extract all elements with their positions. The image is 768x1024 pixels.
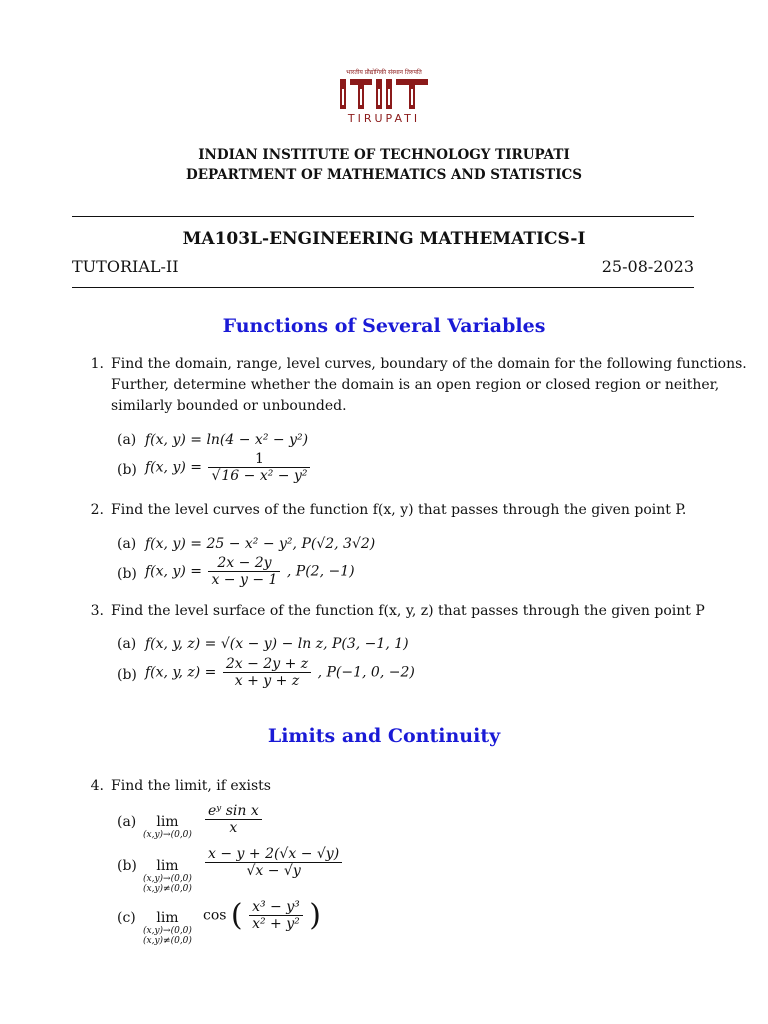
cos-word: cos bbox=[203, 907, 227, 924]
fraction-numerator: eʸ sin x bbox=[208, 803, 259, 819]
subpart-label: (b) bbox=[117, 462, 137, 478]
fraction-numerator: 2x − 2y bbox=[217, 555, 272, 571]
divider-top bbox=[72, 216, 694, 217]
subpart-label: (b) bbox=[117, 667, 137, 683]
lim-word: lim bbox=[156, 910, 179, 926]
logo-mark bbox=[336, 77, 432, 111]
fraction bbox=[208, 555, 280, 588]
fraction-denominator: x² + y² bbox=[249, 915, 303, 932]
fraction bbox=[249, 899, 303, 932]
question-number: 3. bbox=[90, 603, 104, 619]
subpart-label: (a) bbox=[117, 814, 137, 830]
logo-tirupati-word: TIRUPATI bbox=[347, 112, 421, 125]
fraction-numerator: x³ − y³ bbox=[252, 899, 300, 915]
math-expression: f(x, y) = 25 − x² − y², P(√2, 3√2) bbox=[145, 536, 376, 552]
limit-operator bbox=[143, 858, 192, 894]
subpart-label: (a) bbox=[117, 432, 137, 448]
subpart-label: (a) bbox=[117, 636, 137, 652]
math-tail: , P(−1, 0, −2) bbox=[317, 664, 415, 681]
iit-tirupati-logo bbox=[336, 68, 432, 126]
divider-bottom bbox=[72, 287, 694, 288]
math-lhs: f(x, y) = bbox=[145, 563, 202, 580]
department-name: DEPARTMENT OF MATHEMATICS AND STATISTICS bbox=[185, 167, 582, 183]
question-text: Find the level curves of the function f(x, y) that passes through the given point P. bbox=[111, 502, 687, 518]
subpart-label: (b) bbox=[117, 858, 137, 874]
fraction bbox=[205, 803, 262, 836]
fraction bbox=[205, 846, 342, 879]
sqrt-content: 16 − x² − y² bbox=[221, 468, 308, 484]
math-lhs: f(x, y, z) = bbox=[145, 664, 217, 681]
fraction-numerator: 1 bbox=[255, 451, 264, 467]
lim-subscript: (x,y)→(0,0) bbox=[143, 874, 192, 884]
fraction-denominator bbox=[208, 467, 310, 484]
fraction bbox=[223, 656, 311, 689]
left-paren-icon: ( bbox=[230, 898, 243, 933]
question-text: similarly bounded or unbounded. bbox=[111, 398, 347, 414]
math-lhs: f(x, y) = bbox=[145, 459, 202, 476]
lim-word: lim bbox=[156, 858, 179, 874]
math-expression: f(x, y) = ln(4 − x² − y²) bbox=[145, 432, 309, 448]
math-expression bbox=[145, 451, 312, 484]
right-paren-icon: ) bbox=[309, 898, 321, 933]
question-number: 1. bbox=[90, 356, 104, 372]
question-text: Find the level surface of the function f(x, y, z) that passes through the given point P bbox=[111, 603, 705, 619]
math-expression bbox=[145, 656, 415, 689]
fraction-numerator: 2x − 2y + z bbox=[225, 656, 309, 672]
math-tail: , P(2, −1) bbox=[286, 563, 355, 580]
lim-subscript: (x,y)≠(0,0) bbox=[143, 936, 192, 946]
math-expression: f(x, y, z) = √(x − y) − ln z, P(3, −1, 1) bbox=[145, 636, 409, 652]
question-number: 4. bbox=[90, 778, 104, 794]
question-text: Find the limit, if exists bbox=[111, 778, 271, 794]
fraction-denominator: √x − √y bbox=[205, 862, 342, 879]
fraction bbox=[208, 451, 310, 484]
question-text: Find the domain, range, level curves, boundary of the domain for the following functions. bbox=[111, 356, 747, 372]
subpart-label: (a) bbox=[117, 536, 137, 552]
lim-subscript: (x,y)→(0,0) bbox=[143, 830, 192, 840]
tutorial-label: TUTORIAL-II bbox=[72, 257, 179, 276]
cos-expression bbox=[203, 898, 321, 933]
lim-word: lim bbox=[156, 814, 179, 830]
fraction-denominator: x bbox=[205, 819, 262, 836]
lim-subscript: (x,y)→(0,0) bbox=[143, 926, 192, 936]
subpart-label: (b) bbox=[117, 566, 137, 582]
institute-name: INDIAN INSTITUTE OF TECHNOLOGY TIRUPATI bbox=[198, 147, 570, 163]
fraction-denominator: x − y − 1 bbox=[208, 571, 280, 588]
subpart-label: (c) bbox=[117, 910, 136, 926]
limit-operator bbox=[143, 814, 192, 840]
section-title-limits: Limits and Continuity bbox=[267, 725, 501, 747]
tutorial-date: 25-08-2023 bbox=[601, 257, 694, 276]
sqrt-icon: √ bbox=[211, 468, 221, 484]
fraction-denominator: x + y + z bbox=[223, 672, 311, 689]
fraction-numerator: x − y + 2(√x − √y) bbox=[208, 846, 340, 862]
question-text: Further, determine whether the domain is an open region or closed region or neither, bbox=[111, 377, 720, 393]
section-title-functions: Functions of Several Variables bbox=[222, 315, 546, 337]
logo-hindi-text: भारतीय प्रौद्योगिकी संस्थान तिरुपति bbox=[346, 69, 422, 76]
limit-operator bbox=[143, 910, 192, 946]
lim-subscript: (x,y)≠(0,0) bbox=[143, 884, 192, 894]
question-number: 2. bbox=[90, 502, 104, 518]
math-expression bbox=[145, 555, 355, 588]
course-title: MA103L-ENGINEERING MATHEMATICS-I bbox=[182, 229, 586, 249]
